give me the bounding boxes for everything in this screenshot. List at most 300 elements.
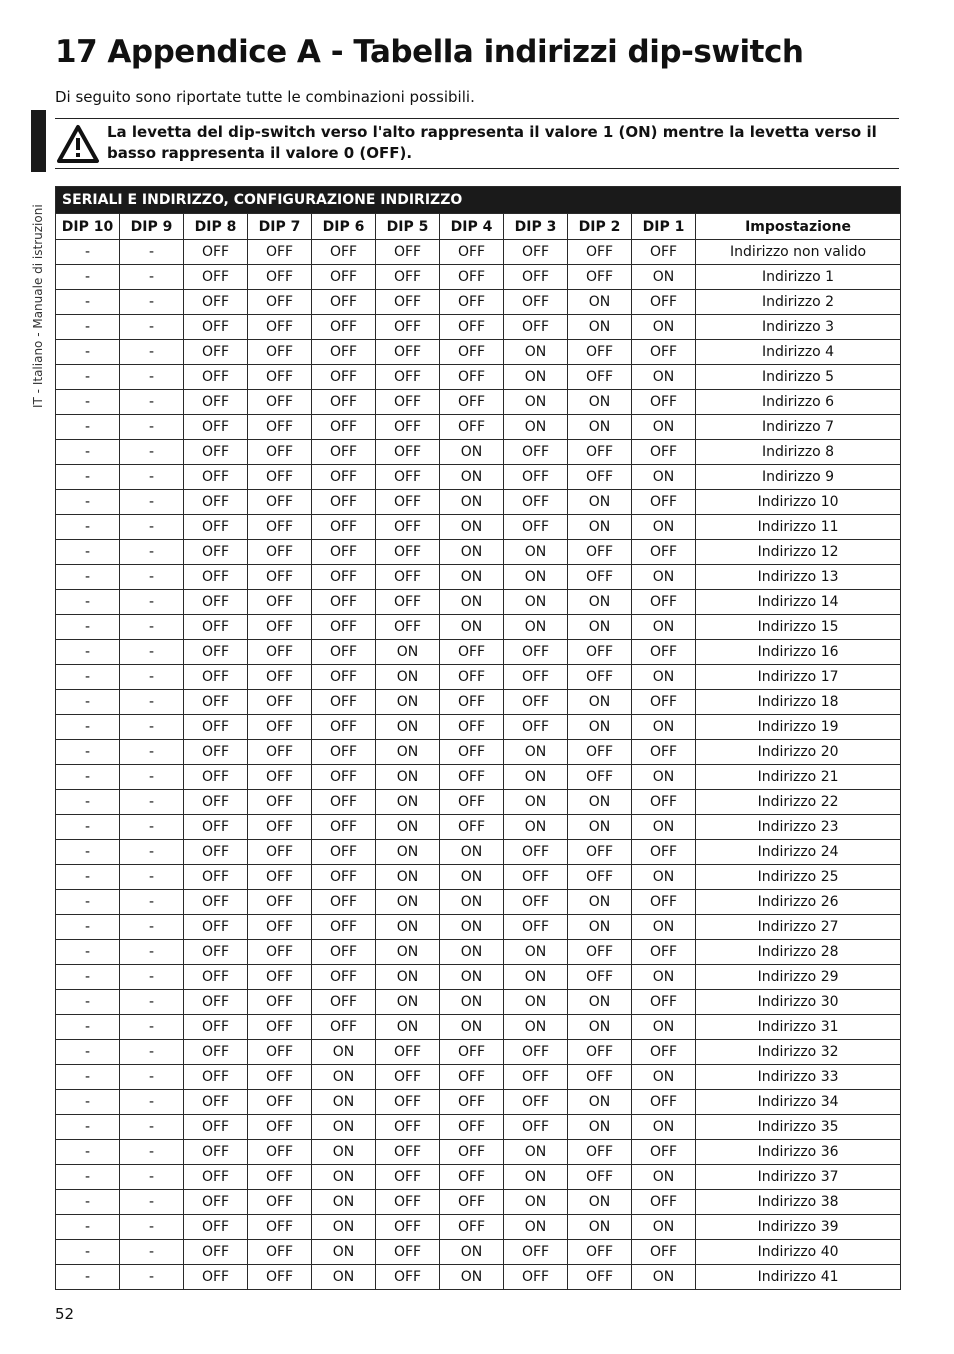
table-cell: - [56,865,120,890]
table-cell: OFF [248,665,312,690]
table-cell: Indirizzo 26 [696,890,901,915]
table-cell: - [120,865,184,890]
table-cell: ON [440,540,504,565]
table-cell: ON [632,1065,696,1090]
table-cell: OFF [504,315,568,340]
table-cell: OFF [312,365,376,390]
table-cell: - [120,1190,184,1215]
table-cell: OFF [312,965,376,990]
table-cell: OFF [568,365,632,390]
table-cell: OFF [632,1140,696,1165]
table-cell: ON [376,890,440,915]
column-header: DIP 9 [120,214,184,240]
table-cell: - [120,365,184,390]
table-row [56,540,901,565]
table-cell: OFF [312,515,376,540]
table-cell: OFF [376,515,440,540]
table-cell: OFF [248,690,312,715]
table-cell: - [120,490,184,515]
table-cell: ON [312,1040,376,1065]
side-label: IT - Italiano - Manuale di istruzioni [31,204,45,408]
table-cell: - [56,1165,120,1190]
table-row [56,1140,901,1165]
table-cell: OFF [248,890,312,915]
table-header-row [56,214,901,240]
table-cell: OFF [568,1265,632,1290]
table-cell: OFF [568,765,632,790]
table-cell: OFF [184,390,248,415]
table-cell: OFF [504,1040,568,1065]
table-cell: Indirizzo 39 [696,1215,901,1240]
table-cell: OFF [184,340,248,365]
table-cell: OFF [248,940,312,965]
table-cell: ON [504,615,568,640]
table-row [56,640,901,665]
table-cell: OFF [184,765,248,790]
table-cell: OFF [440,690,504,715]
table-cell: OFF [184,465,248,490]
table-cell: OFF [184,640,248,665]
table-cell: OFF [440,715,504,740]
intro-text: Di seguito sono riportate tutte le combinazioni possibili. [55,88,475,106]
table-cell: ON [440,515,504,540]
table-cell: - [56,590,120,615]
table-cell: ON [376,840,440,865]
table-row [56,315,901,340]
table-cell: OFF [632,1090,696,1115]
table-cell: OFF [184,490,248,515]
table-cell: OFF [568,665,632,690]
table-cell: ON [376,915,440,940]
table-cell: ON [312,1140,376,1165]
table-cell: OFF [184,365,248,390]
table-cell: OFF [248,415,312,440]
table-cell: ON [504,340,568,365]
table-cell: - [56,1190,120,1215]
table-cell: OFF [248,365,312,390]
table-cell: Indirizzo 7 [696,415,901,440]
table-cell: OFF [376,1265,440,1290]
table-cell: OFF [184,715,248,740]
table-cell: ON [376,940,440,965]
table-row [56,965,901,990]
table-cell: Indirizzo 23 [696,815,901,840]
table-cell: OFF [248,1215,312,1240]
table-cell: OFF [312,990,376,1015]
table-cell: OFF [440,815,504,840]
table-cell: Indirizzo 18 [696,690,901,715]
table-cell: OFF [440,365,504,390]
table-row [56,1090,901,1115]
table-cell: - [120,990,184,1015]
table-cell: - [120,340,184,365]
table-cell: - [56,1115,120,1140]
table-cell: OFF [312,790,376,815]
table-cell: - [56,840,120,865]
table-cell: OFF [632,990,696,1015]
column-header: DIP 3 [504,214,568,240]
table-cell: OFF [184,1215,248,1240]
table-cell: ON [632,765,696,790]
table-cell: Indirizzo 38 [696,1190,901,1215]
table-cell: OFF [312,915,376,940]
table-row [56,1215,901,1240]
table-cell: - [56,740,120,765]
column-header: DIP 8 [184,214,248,240]
table-cell: Indirizzo 3 [696,315,901,340]
table-cell: OFF [248,490,312,515]
table-cell: ON [568,615,632,640]
table-cell: OFF [184,1190,248,1215]
table-cell: ON [504,1140,568,1165]
table-cell: - [120,815,184,840]
table-row [56,590,901,615]
table-cell: OFF [440,1140,504,1165]
table-cell: OFF [440,1040,504,1065]
table-cell: ON [440,615,504,640]
table-cell: OFF [568,840,632,865]
table-cell: OFF [504,840,568,865]
table-cell: OFF [440,265,504,290]
side-tab-marker [31,110,46,172]
table-cell: OFF [632,940,696,965]
table-cell: OFF [248,240,312,265]
table-cell: OFF [248,465,312,490]
table-cell: ON [312,1115,376,1140]
table-cell: OFF [248,590,312,615]
table-cell: OFF [184,1165,248,1190]
table-cell: ON [504,590,568,615]
column-header: DIP 6 [312,214,376,240]
table-cell: ON [504,990,568,1015]
table-cell: OFF [184,415,248,440]
table-cell: OFF [504,240,568,265]
table-cell: - [56,665,120,690]
table-cell: OFF [504,1065,568,1090]
table-cell: ON [440,1240,504,1265]
table-cell: - [120,1165,184,1190]
table-cell: OFF [312,390,376,415]
table-cell: OFF [184,1265,248,1290]
table-row [56,240,901,265]
table-cell: OFF [248,540,312,565]
table-cell: Indirizzo non valido [696,240,901,265]
table-cell: ON [632,865,696,890]
table-cell: Indirizzo 28 [696,940,901,965]
table-cell: Indirizzo 25 [696,865,901,890]
table-cell: Indirizzo 31 [696,1015,901,1040]
table-cell: ON [440,440,504,465]
table-cell: - [56,1040,120,1065]
table-cell: OFF [184,1115,248,1140]
table-cell: OFF [184,965,248,990]
table-cell: Indirizzo 36 [696,1140,901,1165]
table-cell: ON [632,715,696,740]
table-cell: - [56,515,120,540]
table-cell: OFF [376,565,440,590]
table-cell: ON [568,490,632,515]
table-cell: OFF [184,865,248,890]
table-cell: ON [632,1115,696,1140]
table-cell: OFF [312,415,376,440]
table-cell: Indirizzo 1 [696,265,901,290]
table-cell: OFF [440,665,504,690]
table-cell: ON [376,815,440,840]
table-cell: OFF [184,790,248,815]
table-cell: OFF [376,315,440,340]
table-cell: OFF [440,315,504,340]
table-cell: OFF [248,865,312,890]
table-cell: Indirizzo 30 [696,990,901,1015]
table-cell: OFF [632,390,696,415]
table-cell: OFF [248,915,312,940]
table-cell: - [56,940,120,965]
table-cell: OFF [568,1140,632,1165]
table-row [56,465,901,490]
table-cell: OFF [568,640,632,665]
table-cell: OFF [504,1265,568,1290]
table-cell: OFF [504,265,568,290]
table-cell: - [56,890,120,915]
table-cell: ON [504,790,568,815]
table-cell: ON [376,965,440,990]
table-cell: - [56,1265,120,1290]
table-cell: OFF [184,290,248,315]
table-cell: ON [632,265,696,290]
table-cell: ON [440,565,504,590]
table-cell: OFF [184,1090,248,1115]
table-cell: - [120,840,184,865]
table-cell: - [56,440,120,465]
table-cell: OFF [248,290,312,315]
table-cell: OFF [312,315,376,340]
table-row [56,690,901,715]
table-cell: OFF [248,265,312,290]
table-cell: ON [440,1015,504,1040]
table-cell: OFF [184,890,248,915]
table-cell: OFF [632,290,696,315]
column-header: DIP 10 [56,214,120,240]
table-cell: Indirizzo 14 [696,590,901,615]
table-cell: OFF [312,590,376,615]
table-cell: - [56,965,120,990]
table-cell: OFF [632,540,696,565]
table-cell: OFF [504,715,568,740]
table-cell: - [120,565,184,590]
table-cell: - [56,565,120,590]
table-cell: OFF [376,265,440,290]
table-cell: - [56,540,120,565]
table-cell: OFF [440,1115,504,1140]
table-cell: - [56,1090,120,1115]
table-cell: - [120,965,184,990]
column-header: DIP 7 [248,214,312,240]
column-header: DIP 5 [376,214,440,240]
table-cell: OFF [312,265,376,290]
table-cell: - [56,815,120,840]
table-cell: OFF [312,815,376,840]
table-cell: OFF [440,1215,504,1240]
table-row [56,1065,901,1090]
table-cell: Indirizzo 4 [696,340,901,365]
table-row [56,615,901,640]
table-cell: - [56,790,120,815]
table-cell: OFF [248,765,312,790]
table-cell: ON [568,690,632,715]
table-cell: OFF [376,465,440,490]
table-cell: - [56,765,120,790]
table-cell: - [120,740,184,765]
table-cell: ON [632,365,696,390]
table-cell: ON [312,1265,376,1290]
table-cell: ON [376,665,440,690]
table-cell: OFF [504,290,568,315]
table-cell: ON [568,1015,632,1040]
table-cell: OFF [184,940,248,965]
table-cell: ON [504,565,568,590]
table-cell: ON [504,1190,568,1215]
table-cell: - [120,240,184,265]
table-row [56,1240,901,1265]
table-cell: OFF [568,740,632,765]
table-cell: OFF [376,1240,440,1265]
table-cell: OFF [376,290,440,315]
table-cell: ON [568,815,632,840]
table-cell: ON [632,415,696,440]
table-row [56,840,901,865]
table-cell: Indirizzo 2 [696,290,901,315]
table-cell: - [120,640,184,665]
table-row [56,1165,901,1190]
table-cell: OFF [504,665,568,690]
table-cell: - [56,390,120,415]
table-cell: ON [632,565,696,590]
table-cell: ON [376,1015,440,1040]
table-row [56,990,901,1015]
table-cell: OFF [440,1165,504,1190]
table-cell: - [120,390,184,415]
table-cell: OFF [184,315,248,340]
table-cell: Indirizzo 33 [696,1065,901,1090]
table-row [56,490,901,515]
table-cell: OFF [568,540,632,565]
table-cell: OFF [312,290,376,315]
table-row [56,790,901,815]
table-cell: OFF [632,590,696,615]
table-row [56,940,901,965]
table-cell: ON [568,315,632,340]
table-row [56,1015,901,1040]
table-cell: - [120,290,184,315]
table-cell: - [120,1265,184,1290]
table-cell: OFF [248,640,312,665]
table-cell: OFF [184,990,248,1015]
table-cell: ON [504,740,568,765]
table-row [56,815,901,840]
table-cell: OFF [632,690,696,715]
table-cell: OFF [312,740,376,765]
table-cell: ON [568,915,632,940]
table-cell: Indirizzo 8 [696,440,901,465]
table-cell: OFF [440,1190,504,1215]
table-cell: OFF [248,340,312,365]
table-cell: Indirizzo 17 [696,665,901,690]
table-cell: ON [440,940,504,965]
table-cell: OFF [376,1065,440,1090]
table-cell: ON [568,590,632,615]
table-cell: OFF [248,1240,312,1265]
table-cell: ON [376,990,440,1015]
table-cell: OFF [248,1115,312,1140]
table-cell: ON [440,1265,504,1290]
table-cell: OFF [312,465,376,490]
table-cell: OFF [312,1015,376,1040]
table-cell: - [56,690,120,715]
table-cell: ON [632,1265,696,1290]
table-cell: Indirizzo 19 [696,715,901,740]
table-cell: - [56,290,120,315]
table-cell: - [120,265,184,290]
table-cell: OFF [440,790,504,815]
page-title: 17 Appendice A - Tabella indirizzi dip-switch [55,34,804,70]
table-cell: OFF [312,840,376,865]
table-cell: OFF [312,440,376,465]
table-cell: OFF [440,740,504,765]
column-header: DIP 4 [440,214,504,240]
table-cell: OFF [248,990,312,1015]
table-cell: OFF [376,390,440,415]
table-row [56,290,901,315]
table-cell: ON [568,1090,632,1115]
table-row [56,665,901,690]
table-cell: OFF [184,690,248,715]
table-cell: - [120,765,184,790]
table-cell: OFF [568,965,632,990]
table-cell: - [120,1040,184,1065]
table-cell: ON [632,1015,696,1040]
table-cell: OFF [376,1165,440,1190]
table-cell: - [120,440,184,465]
page-number: 52 [55,1305,75,1323]
table-cell: - [120,590,184,615]
table-cell: - [120,465,184,490]
table-cell: - [120,915,184,940]
table-cell: Indirizzo 32 [696,1040,901,1065]
table-cell: - [56,915,120,940]
table-cell: OFF [504,1115,568,1140]
table-cell: - [120,665,184,690]
table-cell: - [120,615,184,640]
table-cell: OFF [248,1015,312,1040]
table-cell: ON [376,740,440,765]
table-cell: ON [632,665,696,690]
column-header: Impostazione [696,214,901,240]
table-cell: OFF [312,665,376,690]
table-cell: OFF [248,440,312,465]
table-cell: - [56,465,120,490]
table-cell: OFF [568,440,632,465]
table-cell: - [120,315,184,340]
table-cell: OFF [248,515,312,540]
table-cell: ON [632,965,696,990]
table-cell: OFF [184,590,248,615]
table-cell: Indirizzo 35 [696,1115,901,1140]
table-cell: - [56,615,120,640]
table-cell: OFF [632,340,696,365]
table-cell: ON [504,540,568,565]
table-cell: Indirizzo 11 [696,515,901,540]
table-cell: OFF [504,690,568,715]
